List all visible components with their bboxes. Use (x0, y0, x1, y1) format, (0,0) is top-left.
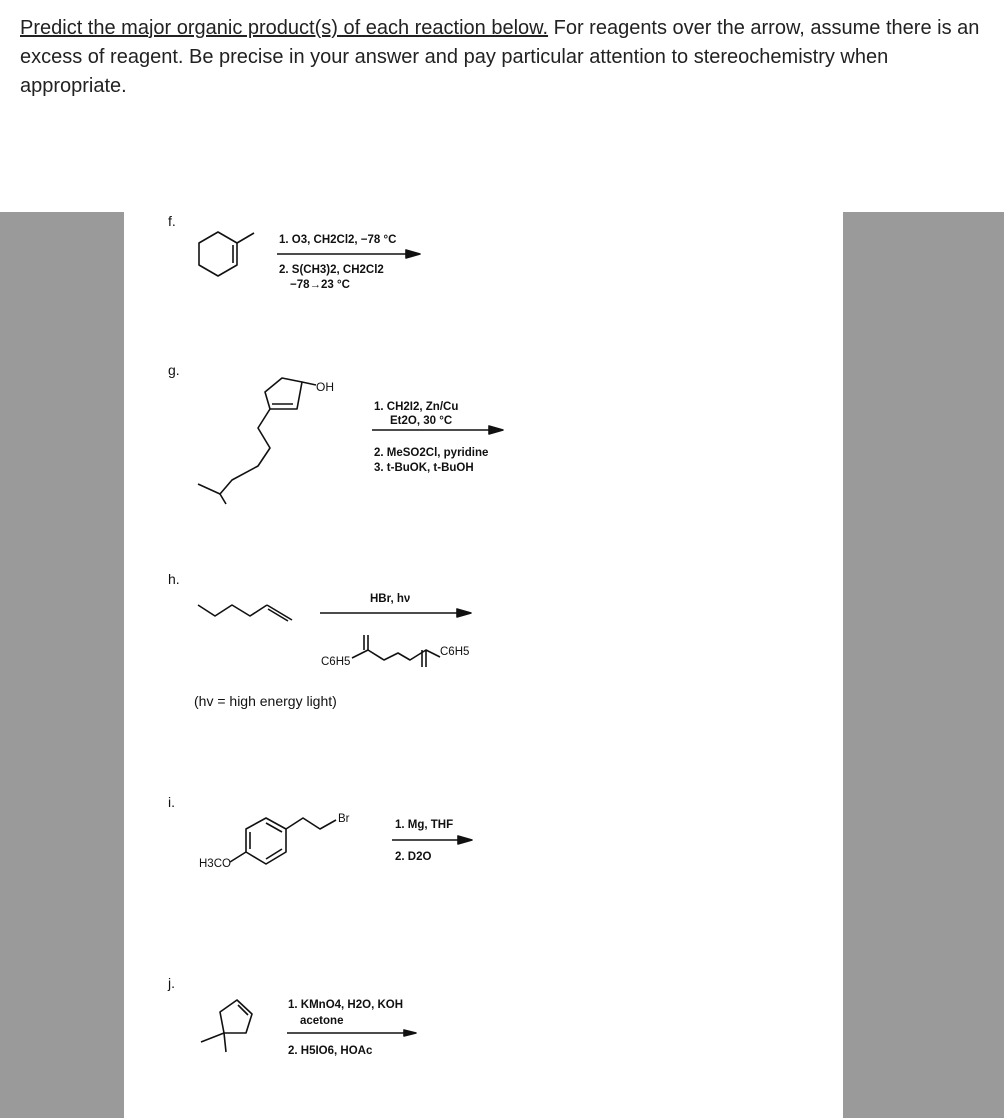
instructions-underlined: Predict the major organic product(s) of each reaction below. (20, 17, 549, 39)
g-cyclopentenol-structure (198, 378, 316, 504)
f-reagent-step-1: 1. O3, CH2Cl2, −78 °C (279, 234, 397, 246)
h-arrow-head (457, 609, 471, 617)
problem-f-label: f. (168, 213, 176, 229)
problem-i-label: i. (168, 794, 175, 810)
i-reagent-step-1: 1. Mg, THF (395, 819, 454, 831)
h-benzoyl-peroxide-structure (352, 635, 440, 667)
problem-j-label: j. (168, 975, 175, 991)
h-light-note: (hv = high energy light) (194, 693, 337, 709)
j-reagent-solvent: acetone (300, 1015, 344, 1027)
j-reagent-step-1: 1. KMnO4, H2O, KOH (288, 999, 404, 1011)
instructions-rest: For reagents over the arrow, assume there is an excess of reagent. Be precise in your answer and pay particular attention to stereochemistry when appropriate. (20, 17, 980, 97)
i-aryl-bromide-structure (230, 818, 336, 864)
h-alkene-structure (198, 605, 292, 621)
i-arrow-head (458, 836, 472, 844)
problem-h-label: h. (168, 571, 180, 587)
f-reagent-conditions: −78→23 °C (290, 279, 350, 291)
h-peroxide-phenyl-right: C6H5 (440, 646, 470, 658)
g-oh-label: OH (316, 380, 334, 394)
f-reagent-step-2: 2. S(CH3)2, CH2Cl2 (279, 264, 384, 276)
i-br-label: Br (338, 813, 350, 825)
h-reagent: HBr, hν (370, 593, 411, 605)
f-methylcyclohexene-structure (199, 232, 254, 276)
i-methoxy-label: H3CO (199, 858, 231, 870)
h-peroxide-phenyl-left: C6H5 (321, 656, 351, 668)
j-reagent-step-2: 2. H5IO6, HOAc (288, 1045, 373, 1057)
g-arrow-head (489, 426, 503, 434)
g-reagent-solvent: Et2O, 30 °C (390, 415, 453, 427)
g-reagent-step-2: 2. MeSO2Cl, pyridine (374, 447, 489, 459)
g-reagent-step-3: 3. t-BuOK, t-BuOH (374, 462, 474, 474)
j-cyclopentene-structure (201, 1000, 252, 1052)
f-arrow-head (406, 250, 420, 258)
j-arrow-head (404, 1030, 416, 1036)
problem-g-label: g. (168, 362, 180, 378)
g-reagent-step-1: 1. CH2I2, Zn/Cu (374, 401, 459, 413)
i-reagent-step-2: 2. D2O (395, 851, 432, 863)
